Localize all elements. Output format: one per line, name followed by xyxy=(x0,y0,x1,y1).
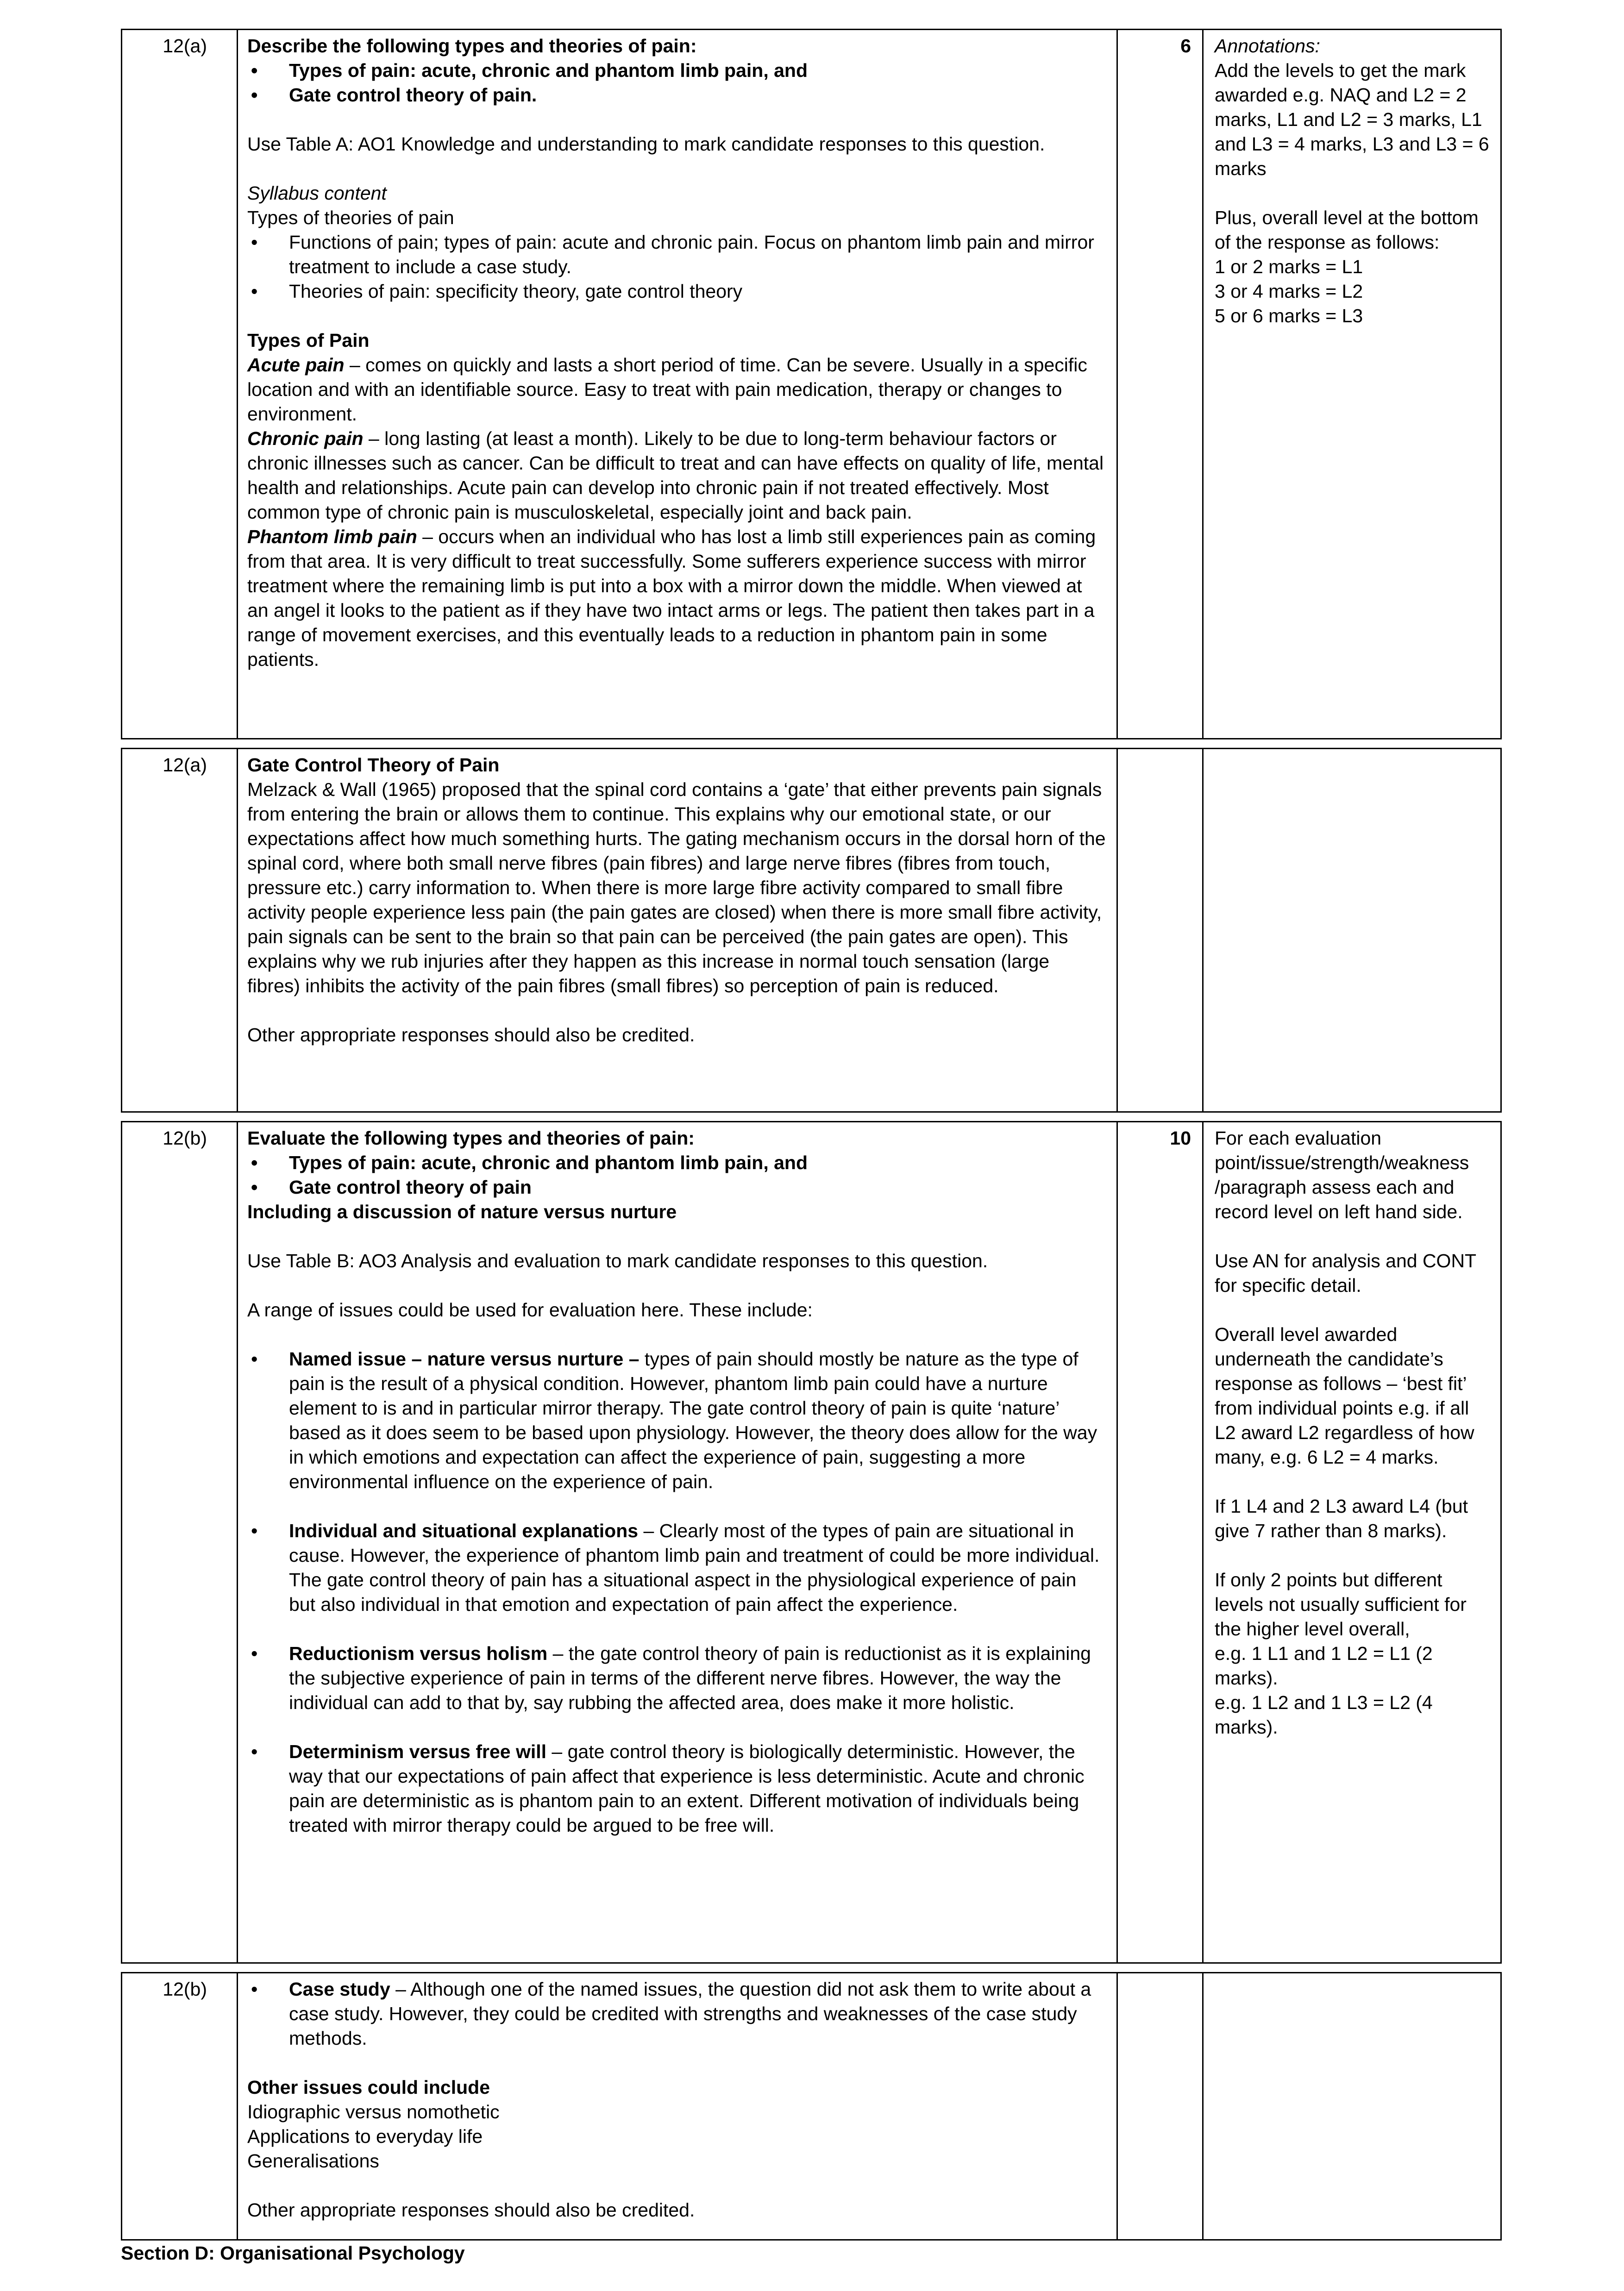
syllabus-bullets xyxy=(247,230,1107,304)
guidance-text: Add the levels to get the mark awarded e.g. NAQ and L2 = 2 marks, L1 and L2 = 3 marks, L1 and L3 = 4 marks, L3 and L3 = 6 marks xyxy=(1215,60,1489,179)
guidance-text: If 1 L4 and 2 L3 award L4 (but give 7 rather than 8 marks). xyxy=(1215,1496,1468,1541)
gate-body: Melzack & Wall (1965) proposed that the spinal cord contains a ‘gate’ that either prevents pain signals from entering the brain or allows them to continue. This explains why our emotional state, or our expectations affect how much something hurts. The gating mechanism occurs in the dorsal horn of the spinal cord, where both small nerve fibres (pain fibres) and large nerve fibres (fibres from touch, pressure etc.) carry information to. When there is more large fibre activity compared to small fibre activity people experience less pain (the pain gates are closed) when there is more small fibre activity, pain signals can be sent to the brain so that pain can be perceived (the pain gates are open). This explains why we rub injuries after they happen as this increase in normal touch sensation (large fibres) inhibits the activity of the pain fibres (small fibres) so perception of pain is reduced. xyxy=(247,779,1106,996)
list-item xyxy=(247,1347,1107,1494)
answer-cell xyxy=(238,1122,1118,1962)
list-item: Applications to everyday life xyxy=(247,2126,483,2147)
issue-text: – the gate control theory of pain is reductionist as it is explaining the subjective experience of pain in terms of the different nerve fibres. However, the way the individual can add to that by, say rubbing the affected area, does make it more holistic. xyxy=(289,1643,1091,1713)
mark-scheme-row-12a-types xyxy=(121,29,1502,739)
guidance-text: e.g. 1 L2 and 1 L3 = L2 (4 marks). xyxy=(1215,1692,1433,1738)
list-item: • Types of pain: acute, chronic and phantom limb pain, and xyxy=(247,58,1107,83)
guidance-text: e.g. 1 L1 and 1 L2 = L1 (2 marks). xyxy=(1215,1643,1433,1689)
use-table-instruction: Use Table B: AO3 Analysis and evaluation to mark candidate responses to this question. xyxy=(247,1250,988,1271)
guidance-text: Plus, overall level at the bottom of the response as follows: xyxy=(1215,207,1479,253)
issue-term: Named issue – nature versus nurture – xyxy=(289,1348,640,1370)
list-item: • Gate control theory of pain. xyxy=(247,83,1107,107)
phantom-term: Phantom limb pain xyxy=(247,526,417,547)
chronic-term: Chronic pain xyxy=(247,428,364,449)
list-item: • Gate control theory of pain xyxy=(247,1175,1107,1200)
case-list xyxy=(247,1977,1107,2051)
marks-cell: 10 xyxy=(1118,1122,1204,1962)
other-issues-heading: Other issues could include xyxy=(247,2077,490,2098)
answer-cell xyxy=(238,30,1118,738)
question-heading: Describe the following types and theories of pain: xyxy=(247,35,697,56)
issue-term: Individual and situational explanations xyxy=(289,1520,639,1541)
marks-cell: 6 xyxy=(1118,30,1204,738)
guidance-text: For each evaluation point/issue/strength/weakness /paragraph assess each and record level on left hand side. xyxy=(1215,1127,1469,1222)
mark-scheme-row-12b-case xyxy=(121,1972,1502,2241)
guidance-text: Use AN for analysis and CONT for specific detail. xyxy=(1215,1250,1476,1296)
guidance-cell xyxy=(1204,30,1500,738)
acute-text: – comes on quickly and lasts a short period of time. Can be severe. Usually in a specific location and with an identifiable source. Easy to treat with pain medication, therapy or changes to environment. xyxy=(247,354,1087,425)
question-number: 12(b) xyxy=(122,1122,238,1962)
syllabus-label: Syllabus content xyxy=(247,182,387,204)
including-line: Including a discussion of nature versus nurture xyxy=(247,1201,677,1222)
section-footer: Section D: Organisational Psychology xyxy=(121,2242,465,2264)
question-number: 12(a) xyxy=(122,749,238,1111)
gate-heading: Gate Control Theory of Pain xyxy=(247,754,500,776)
list-item xyxy=(247,1977,1107,2051)
issue-term: Determinism versus free will xyxy=(289,1741,547,1762)
question-number: 12(a) xyxy=(122,30,238,738)
guidance-text: If only 2 points but different levels not usually sufficient for the higher level overall, xyxy=(1215,1569,1467,1640)
guidance-cell xyxy=(1204,749,1500,1111)
acute-term: Acute pain xyxy=(247,354,345,376)
list-item xyxy=(247,1519,1107,1617)
issue-text: types of pain should mostly be nature as the type of pain is the result of a physical condition. However, phantom limb pain could have a nurture element to is and in particular mirror therapy. The gate control theory of pain is quite ‘nature’ based as it does seem to be based upon physiology. However, the theory does allow for the way in which emotions and expectation can affect the experience of pain, suggesting a more environmental influence on the experience of pain. xyxy=(289,1348,1097,1492)
issue-text: – Clearly most of the types of pain are situational in cause. However, the experience of phantom limb pain and treatment of could be more individual. The gate control theory of pain has a situational aspect in the physiological experience of pain but also individual in that emotion and expectation of pain affect the experience. xyxy=(289,1520,1100,1615)
other-responses: Other appropriate responses should also be credited. xyxy=(247,2199,695,2221)
guidance-text: Overall level awarded underneath the candidate’s response as follows – ‘best fit’ from individual points e.g. if all L2 award L2 regardless of how many, e.g. 6 L2 = 4 marks. xyxy=(1215,1324,1474,1468)
guidance-text: 3 or 4 marks = L2 xyxy=(1215,281,1363,302)
list-item: Idiographic versus nomothetic xyxy=(247,2101,500,2122)
acute-paragraph xyxy=(247,353,1107,426)
question-number: 12(b) xyxy=(122,1973,238,2239)
range-text: A range of issues could be used for evaluation here. These include: xyxy=(247,1299,813,1321)
list-item: Generalisations xyxy=(247,2150,379,2172)
phantom-paragraph xyxy=(247,525,1107,672)
marks-cell xyxy=(1118,749,1204,1111)
issues-list xyxy=(247,1347,1107,1838)
marks-cell xyxy=(1118,1973,1204,2239)
types-heading: Types of Pain xyxy=(247,330,370,351)
issue-text: – gate control theory is biologically deterministic. However, the way that our expectations of pain affect that experience is less deterministic. Acute and chronic pain are deterministic as is phantom pain to an extent. Different motivation of individuals being treated with mirror therapy could be argued to be free will. xyxy=(289,1741,1085,1836)
guidance-cell xyxy=(1204,1122,1500,1962)
list-item: • Functions of pain; types of pain: acute and chronic pain. Focus on phantom limb pain and mirror treatment to include a case study. xyxy=(247,230,1107,279)
list-item xyxy=(247,1641,1107,1715)
phantom-text: – occurs when an individual who has lost a limb still experiences pain as coming from that area. It is very difficult to treat successfully. Some sufferers experience success with mirror treatment where the remaining limb is put into a box with a mirror down the middle. When viewed at an angel it looks to the patient as if they have two intact arms or legs. The patient then takes part in a range of movement exercises, and this eventually leads to a reduction in phantom pain in some patients. xyxy=(247,526,1096,670)
chronic-text: – long lasting (at least a month). Likely to be due to long-term behaviour factors or chronic illnesses such as cancer. Can be difficult to treat and can have effects on quality of life, mental health and relationships. Acute pain can develop into chronic pain if not treated effectively. Most common type of chronic pain is musculoskeletal, especially joint and back pain. xyxy=(247,428,1104,523)
list-item xyxy=(247,1740,1107,1838)
issue-term: Reductionism versus holism xyxy=(289,1643,548,1664)
other-responses: Other appropriate responses should also be credited. xyxy=(247,1024,695,1045)
case-term: Case study xyxy=(289,1978,390,2000)
annotations-label: Annotations: xyxy=(1215,35,1320,56)
list-item: • Types of pain: acute, chronic and phantom limb pain, and xyxy=(247,1151,1107,1175)
answer-cell xyxy=(238,749,1118,1111)
chronic-paragraph xyxy=(247,426,1107,525)
guidance-text: 1 or 2 marks = L1 xyxy=(1215,256,1363,277)
syllabus-title: Types of theories of pain xyxy=(247,207,454,228)
question-heading: Evaluate the following types and theories of pain: xyxy=(247,1127,695,1149)
case-text: – Although one of the named issues, the question did not ask them to write about a case study. However, they could be credited with strengths and weaknesses of the case study methods. xyxy=(289,1978,1091,2049)
use-table-instruction: Use Table A: AO1 Knowledge and understanding to mark candidate responses to this question. xyxy=(247,133,1045,155)
guidance-cell xyxy=(1204,1973,1500,2239)
question-bullets xyxy=(247,1151,1107,1200)
question-bullets xyxy=(247,58,1107,107)
mark-scheme-row-12a-gate xyxy=(121,748,1502,1113)
list-item: • Theories of pain: specificity theory, gate control theory xyxy=(247,279,1107,304)
guidance-text: 5 or 6 marks = L3 xyxy=(1215,305,1363,326)
answer-cell xyxy=(238,1973,1118,2239)
mark-scheme-row-12b-evaluate xyxy=(121,1121,1502,1964)
